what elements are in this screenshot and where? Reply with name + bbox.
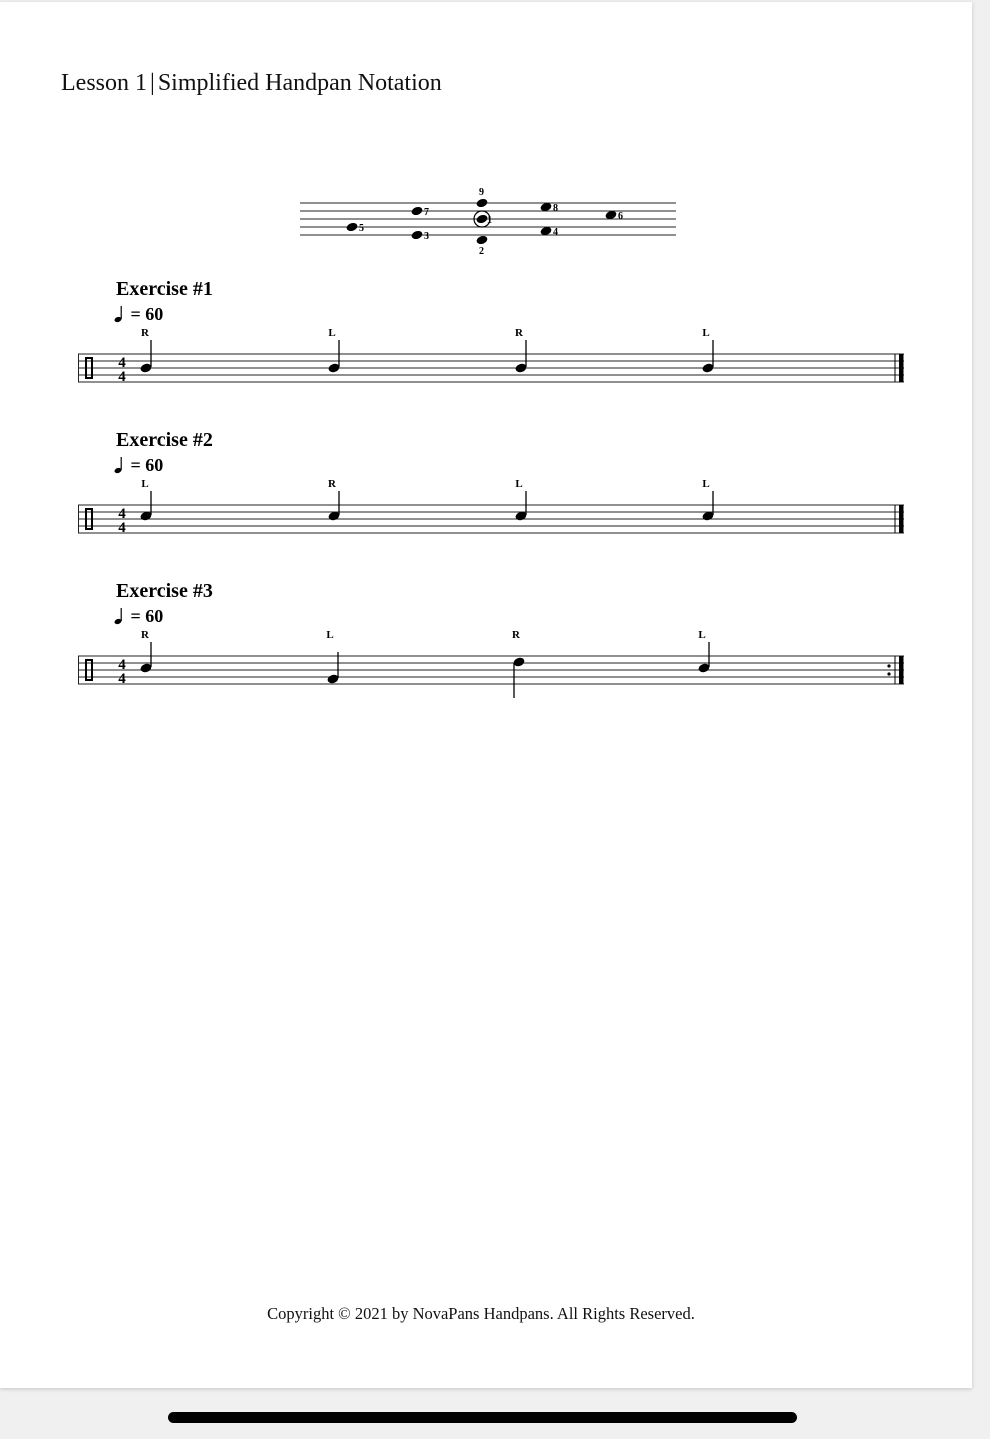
hand-marking: L bbox=[702, 478, 710, 490]
title-separator: | bbox=[150, 70, 155, 96]
time-signature bbox=[118, 506, 126, 536]
tempo-value: = 60 bbox=[130, 455, 164, 475]
exercise-staff bbox=[76, 465, 910, 545]
note-4 bbox=[701, 327, 714, 374]
note-map-label: 7 bbox=[424, 207, 429, 218]
handpan-note-map bbox=[290, 182, 690, 266]
svg-text:4: 4 bbox=[118, 355, 126, 371]
hand-marking: R bbox=[141, 629, 149, 641]
lesson-label: Lesson 1 bbox=[61, 70, 147, 96]
hand-marking: L bbox=[698, 629, 706, 641]
note-4 bbox=[697, 629, 710, 674]
note-map-notehead bbox=[476, 235, 489, 246]
copyright-notice: Copyright © 2021 by NovaPans Handpans. All Rights Reserved. bbox=[267, 1304, 695, 1323]
note-1 bbox=[139, 478, 152, 522]
note-map-label: 6 bbox=[618, 211, 623, 222]
note-2 bbox=[327, 478, 340, 522]
svg-text:4: 4 bbox=[118, 369, 126, 385]
note-2 bbox=[326, 629, 339, 685]
hand-marking: L bbox=[141, 478, 149, 490]
note-2 bbox=[327, 327, 340, 374]
tempo-value: = 60 bbox=[130, 304, 164, 324]
hand-marking: R bbox=[328, 478, 336, 490]
note-3 bbox=[514, 478, 527, 522]
hand-marking: L bbox=[702, 327, 710, 339]
tempo-value: = 60 bbox=[130, 606, 164, 626]
note-3 bbox=[514, 327, 527, 374]
note-map-notehead bbox=[411, 230, 424, 241]
sheet-music-page bbox=[0, 2, 972, 1388]
note-map-notehead bbox=[411, 206, 424, 217]
hand-marking: R bbox=[512, 629, 520, 641]
svg-text:4: 4 bbox=[118, 657, 126, 673]
note-map-notehead bbox=[346, 222, 359, 233]
svg-text:4: 4 bbox=[118, 520, 126, 536]
exercise-title: Exercise #3 bbox=[116, 580, 213, 602]
note-map-label: 1 bbox=[487, 215, 492, 226]
note-1 bbox=[139, 629, 152, 674]
hand-marking: L bbox=[515, 478, 523, 490]
lesson-topic: Simplified Handpan Notation bbox=[157, 70, 442, 96]
hand-marking: L bbox=[328, 327, 336, 339]
exercise-staff bbox=[76, 616, 910, 706]
note-map-label: 9 bbox=[479, 187, 484, 198]
time-signature bbox=[118, 355, 126, 385]
note-map-notehead bbox=[476, 198, 489, 209]
exercise-title: Exercise #2 bbox=[116, 429, 213, 451]
exercise-3 bbox=[76, 580, 910, 710]
hand-marking: L bbox=[326, 629, 334, 641]
exercise-title: Exercise #1 bbox=[116, 278, 213, 300]
note-map-label: 2 bbox=[479, 246, 484, 257]
page-title bbox=[61, 70, 442, 97]
note-map-label: 4 bbox=[553, 227, 558, 238]
exercise-1 bbox=[76, 278, 910, 408]
hand-marking: R bbox=[515, 327, 523, 339]
note-4 bbox=[701, 478, 714, 522]
note-map-label: 5 bbox=[359, 223, 364, 234]
exercise-staff bbox=[76, 314, 910, 394]
exercise-2 bbox=[76, 429, 910, 559]
hand-marking: R bbox=[141, 327, 149, 339]
svg-text:4: 4 bbox=[118, 671, 126, 687]
time-signature bbox=[118, 657, 126, 687]
note-1 bbox=[139, 327, 152, 374]
home-indicator-bar[interactable] bbox=[168, 1412, 797, 1423]
note-map-label: 3 bbox=[424, 231, 429, 242]
svg-text:4: 4 bbox=[118, 506, 126, 522]
note-map-label: 8 bbox=[553, 203, 558, 214]
